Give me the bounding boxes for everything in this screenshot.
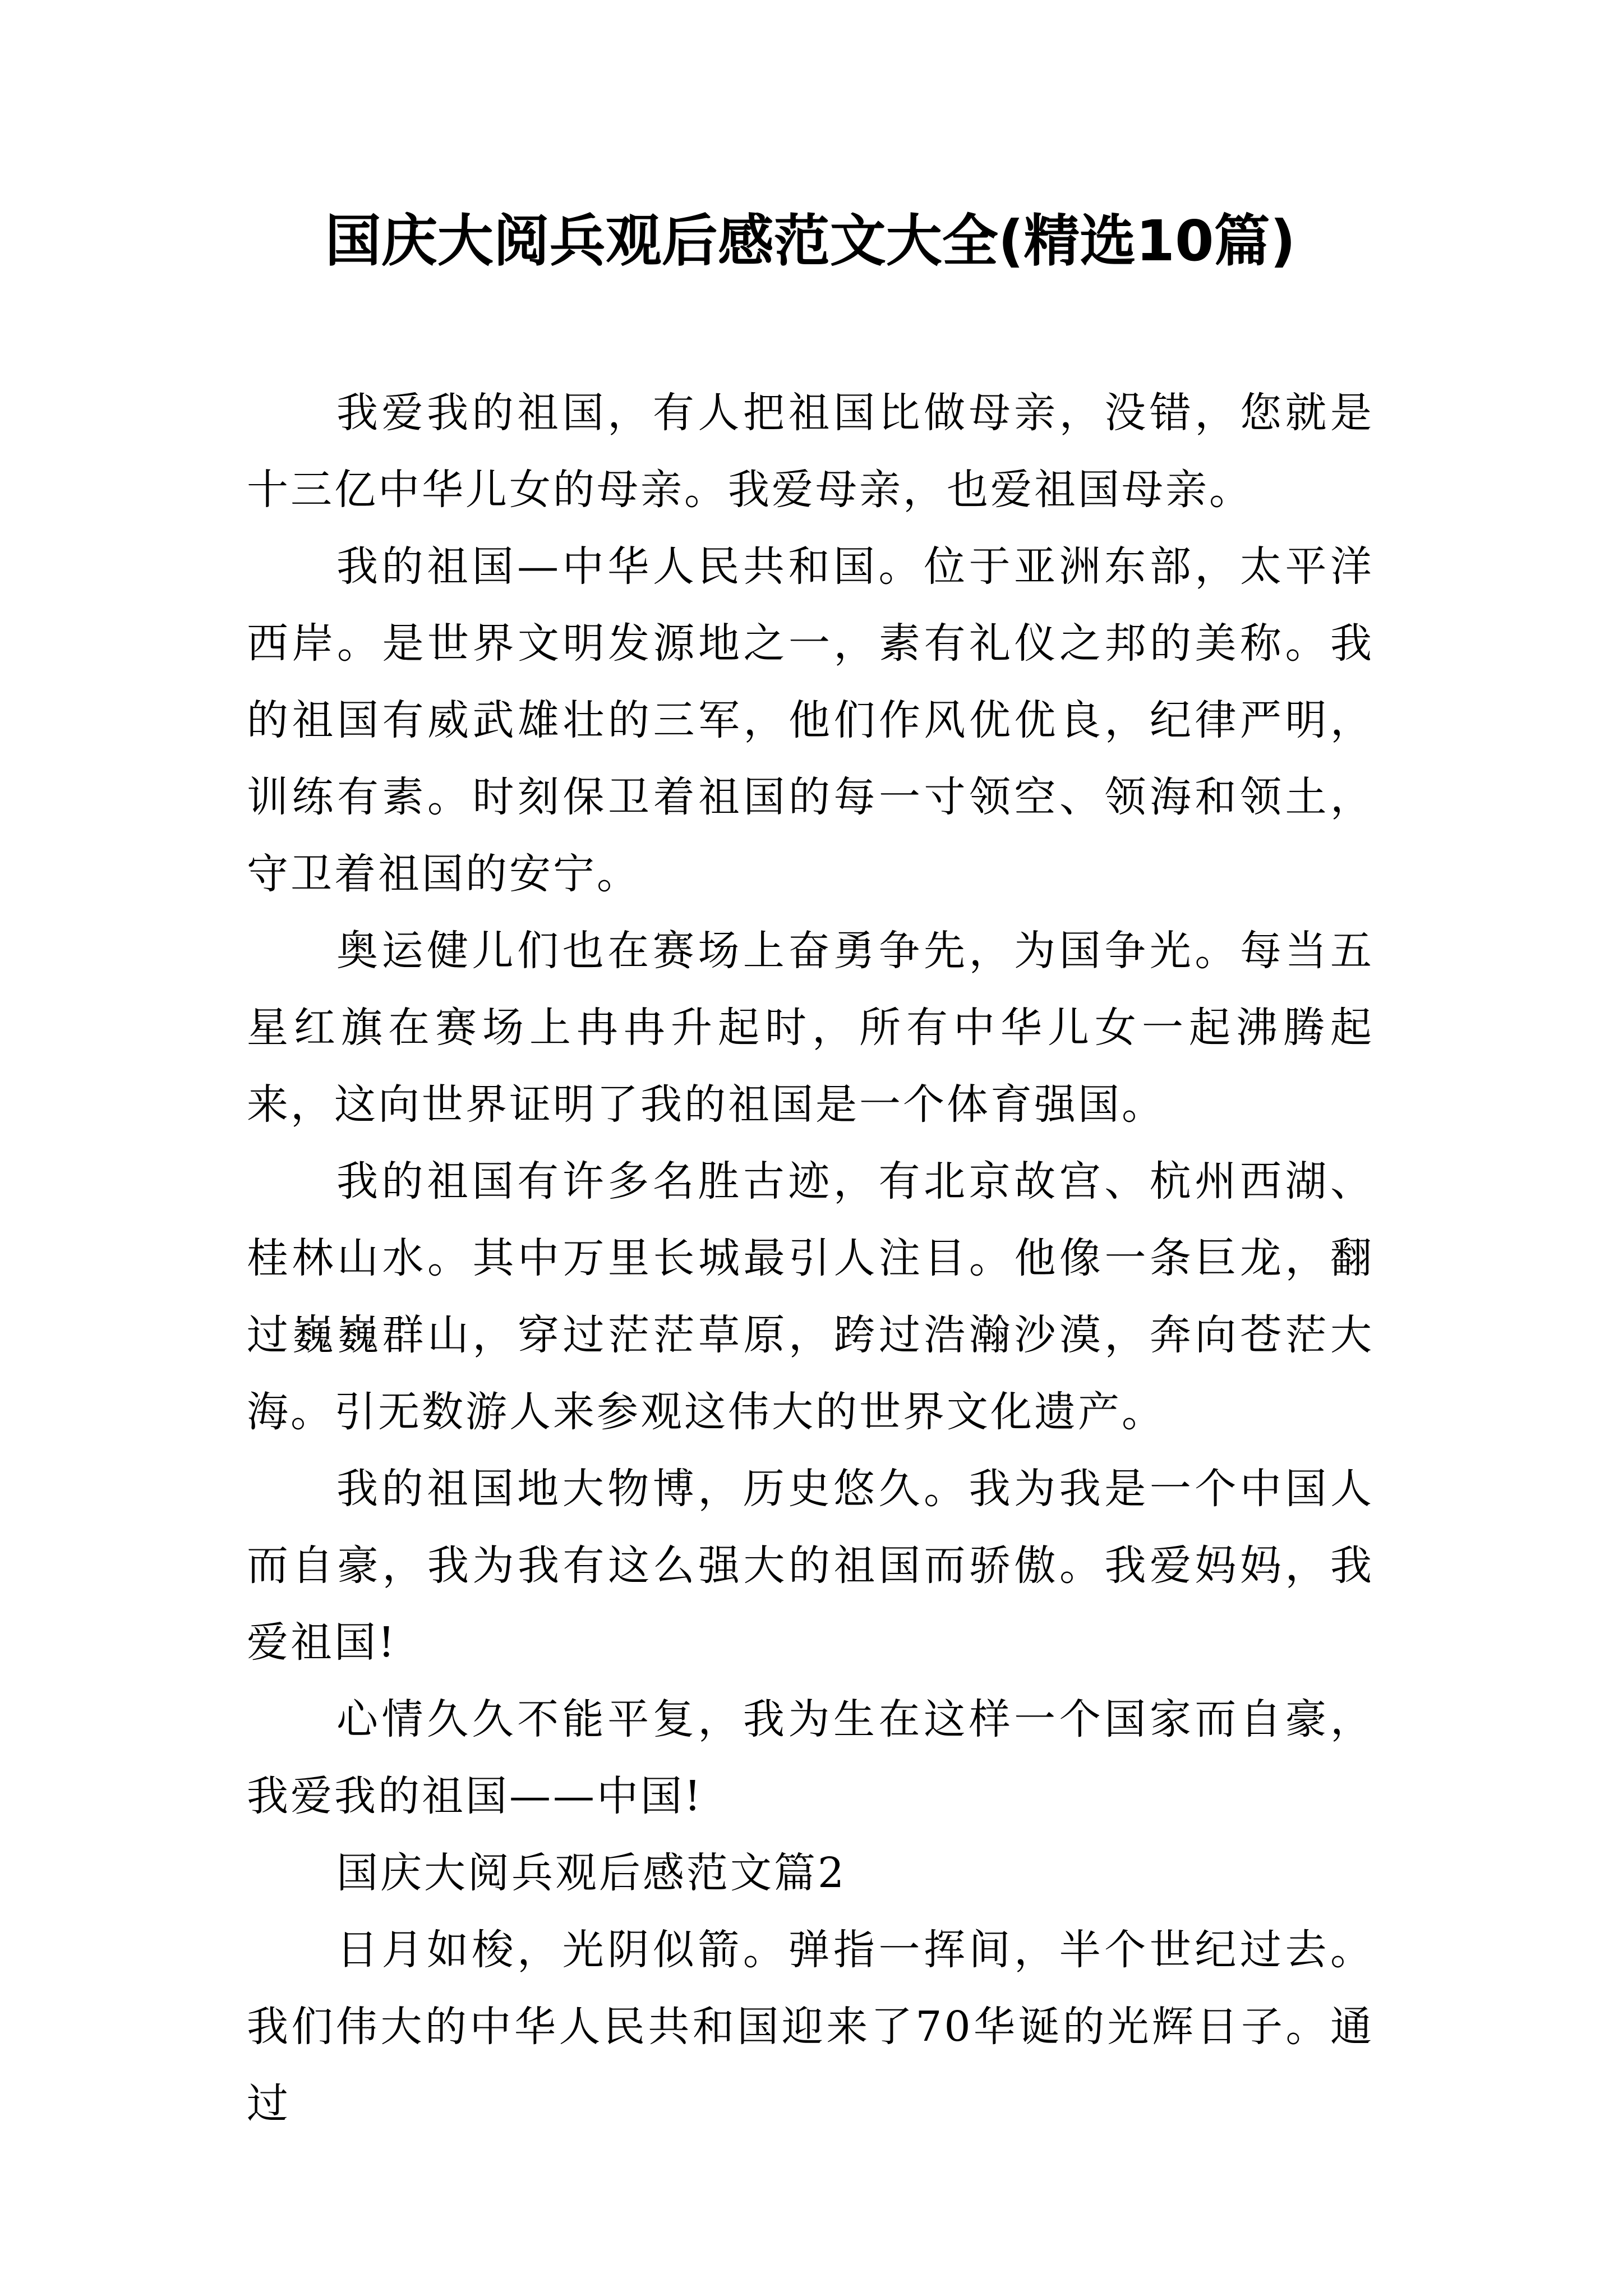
paragraph: 我的祖国地大物博，历史悠久。我为我是一个中国人而自豪，我为我有这么强大的祖国而骄傲。我爱妈妈，我爱祖国!	[247, 1465, 1374, 1667]
paragraph: 奥运健儿们也在赛场上奋勇争先，为国争光。每当五星红旗在赛场上冉冉升起时，所有中华儿女一起沸腾起来，这向世界证明了我的祖国是一个体育强国。	[247, 927, 1374, 1129]
paragraph: 我的祖国有许多名胜古迹，有北京故宫、杭州西湖、桂林山水。其中万里长城最引人注目。他像一条巨龙，翻过巍巍群山，穿过茫茫草原，跨过浩瀚沙漠，奔向苍茫大海。引无数游人来参观这伟大的世界文化遗产。	[247, 1157, 1374, 1436]
section-heading: 国庆大阅兵观后感范文篇2	[336, 1849, 847, 1897]
paragraph: 我爱我的祖国，有人把祖国比做母亲，没错，您就是十三亿中华儿女的母亲。我爱母亲，也爱祖国母亲。	[247, 389, 1374, 514]
paragraph: 心情久久不能平复，我为生在这样一个国家而自豪，我爱我的祖国——中国!	[247, 1695, 1374, 1820]
document-body	[247, 375, 1374, 2142]
paragraph: 日月如梭，光阴似箭。弹指一挥间，半个世纪过去。我们伟大的中华人民共和国迎来了70华诞的光辉日子。通过	[247, 1926, 1374, 2128]
paragraph: 我的祖国—中华人民共和国。位于亚洲东部，太平洋西岸。是世界文明发源地之一，素有礼仪之邦的美称。我的祖国有威武雄壮的三军，他们作风优优良，纪律严明，训练有素。时刻保卫着祖国的每一寸领空、领海和领土，守卫着祖国的安宁。	[247, 542, 1374, 898]
document-title: 国庆大阅兵观后感范文大全(精选10篇)	[325, 208, 1296, 274]
